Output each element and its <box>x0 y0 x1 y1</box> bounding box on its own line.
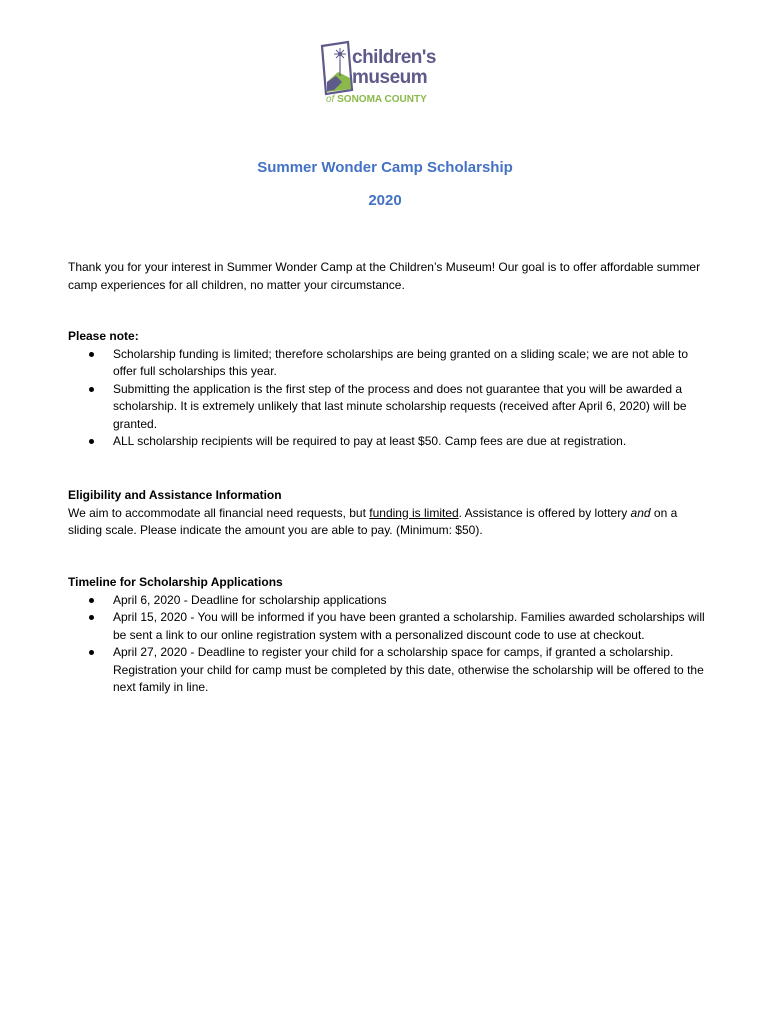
list-item <box>68 609 708 644</box>
list-item <box>68 644 708 697</box>
eligibility-text-c: on a sliding scale. Please indicate the amount you are able to pay. (Minimum: $50). <box>68 505 678 537</box>
document-year: 2020 <box>368 192 402 209</box>
eligibility-text-a: We aim to accommodate all financial need requests, but <box>68 505 370 520</box>
bullet-dot-icon <box>89 598 94 603</box>
list-item-text: April 6, 2020 - Deadline for scholarship applications <box>113 592 387 607</box>
logo-text-sonoma-county: SONOMA COUNTY <box>337 94 427 105</box>
please-note-section <box>68 328 708 451</box>
eligibility-italic-text: and <box>630 505 651 520</box>
bullet-dot-icon <box>89 387 94 392</box>
eligibility-section <box>68 487 708 540</box>
please-note-heading: Please note: <box>68 329 139 343</box>
bullet-dot-icon <box>89 615 94 620</box>
list-item-text: April 15, 2020 - You will be informed if you have been granted a scholarship. Families awarded scholarships will be sent a link to our online registration system with a personalized discount code to use at checkout. <box>113 610 705 642</box>
logo-text-children: children's <box>352 47 436 68</box>
document-title: Summer Wonder Camp Scholarship <box>257 159 513 176</box>
timeline-list <box>68 592 708 697</box>
list-item <box>68 433 708 451</box>
list-item <box>68 592 708 610</box>
list-item-text: ALL scholarship recipients will be required to pay at least $50. Camp fees are due at registration. <box>113 434 627 448</box>
logo-text-county <box>326 94 427 106</box>
bullet-dot-icon <box>89 439 94 444</box>
intro-paragraph: Thank you for your interest in Summer Wonder Camp at the Children’s Museum! Our goal is to offer affordable summer camp experiences for all children, no matter your circumstance. <box>68 260 701 292</box>
bullet-dot-icon <box>89 650 94 655</box>
list-item-text: April 27, 2020 - Deadline to register your child for a scholarship space for camps, if granted a scholarship. Registration your child for camp must be completed by this date, otherwise the scholarship will be offered to the next family in line. <box>113 645 704 694</box>
logo-text-museum: museum <box>352 67 428 88</box>
museum-logo <box>318 38 448 110</box>
timeline-heading: Timeline for Scholarship Applications <box>68 575 283 589</box>
bullet-dot-icon <box>89 352 94 357</box>
eligibility-text-b: . Assistance is offered by lottery <box>458 505 631 520</box>
timeline-section <box>68 574 708 697</box>
list-item <box>68 381 708 434</box>
list-item-text: Submitting the application is the first step of the process and does not guarantee that you will be awarded a scholarship. It is extremely unlikely that last minute scholarship requests (received after April 6, 2020) will be granted. <box>113 381 687 431</box>
logo-text-of: of <box>326 94 335 105</box>
please-note-list <box>68 346 708 451</box>
eligibility-paragraph <box>68 505 708 540</box>
eligibility-underlined-text: funding is limited <box>369 505 459 520</box>
list-item-text: Scholarship funding is limited; therefore scholarships are being granted on a sliding scale; we are not able to offer full scholarships this year. <box>113 346 689 378</box>
list-item <box>68 346 708 381</box>
eligibility-heading: Eligibility and Assistance Information <box>68 488 282 502</box>
